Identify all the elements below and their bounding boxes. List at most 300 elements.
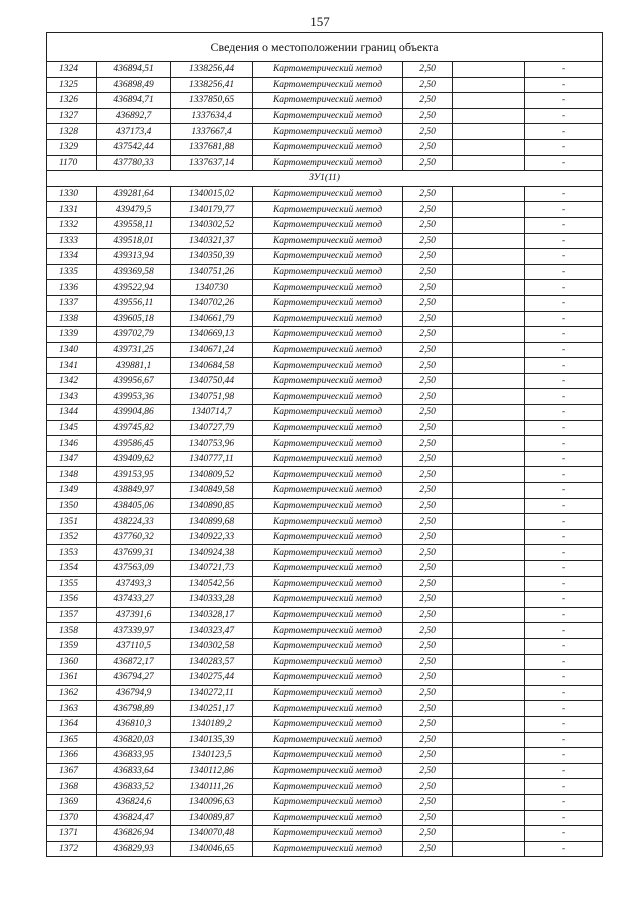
note-cell: -: [525, 623, 603, 639]
method-cell: Картометрический метод: [253, 685, 403, 701]
y-coordinate-cell: 1340321,37: [171, 233, 253, 249]
description-cell: [453, 592, 525, 608]
x-coordinate-cell: 436824,47: [97, 810, 171, 826]
note-cell: -: [525, 233, 603, 249]
x-coordinate-cell: 439522,94: [97, 280, 171, 296]
description-cell: [453, 451, 525, 467]
point-number-cell: 1362: [47, 685, 97, 701]
description-cell: [453, 264, 525, 280]
precision-cell: 2,50: [403, 732, 453, 748]
note-cell: -: [525, 763, 603, 779]
table-row: [47, 358, 603, 374]
precision-cell: 2,50: [403, 529, 453, 545]
method-cell: Картометрический метод: [253, 592, 403, 608]
precision-cell: 2,50: [403, 467, 453, 483]
table-row: [47, 280, 603, 296]
y-coordinate-cell: 1340123,5: [171, 748, 253, 764]
method-cell: Картометрический метод: [253, 514, 403, 530]
description-cell: [453, 77, 525, 93]
note-cell: -: [525, 358, 603, 374]
x-coordinate-cell: 437780,33: [97, 155, 171, 171]
precision-cell: 2,50: [403, 654, 453, 670]
table-row: [47, 685, 603, 701]
y-coordinate-cell: 1340777,11: [171, 451, 253, 467]
note-cell: -: [525, 436, 603, 452]
method-cell: Картометрический метод: [253, 93, 403, 109]
description-cell: [453, 545, 525, 561]
table-row: [47, 779, 603, 795]
note-cell: -: [525, 685, 603, 701]
y-coordinate-cell: 1340350,39: [171, 249, 253, 265]
note-cell: -: [525, 561, 603, 577]
y-coordinate-cell: 1340753,96: [171, 436, 253, 452]
y-coordinate-cell: 1340302,52: [171, 217, 253, 233]
x-coordinate-cell: 439702,79: [97, 327, 171, 343]
note-cell: -: [525, 670, 603, 686]
x-coordinate-cell: 439605,18: [97, 311, 171, 327]
table-row: [47, 716, 603, 732]
description-cell: [453, 436, 525, 452]
note-cell: -: [525, 280, 603, 296]
point-number-cell: 1366: [47, 748, 97, 764]
method-cell: Картометрический метод: [253, 280, 403, 296]
point-number-cell: 1351: [47, 514, 97, 530]
precision-cell: 2,50: [403, 373, 453, 389]
point-number-cell: 1343: [47, 389, 97, 405]
method-cell: Картометрический метод: [253, 327, 403, 343]
x-coordinate-cell: 439518,01: [97, 233, 171, 249]
table-row: [47, 576, 603, 592]
table-row: [47, 545, 603, 561]
x-coordinate-cell: 436826,94: [97, 826, 171, 842]
note-cell: -: [525, 139, 603, 155]
method-cell: Картометрический метод: [253, 638, 403, 654]
point-number-cell: 1354: [47, 561, 97, 577]
x-coordinate-cell: 439881,1: [97, 358, 171, 374]
note-cell: -: [525, 186, 603, 202]
note-cell: -: [525, 327, 603, 343]
note-cell: -: [525, 311, 603, 327]
x-coordinate-cell: 436898,49: [97, 77, 171, 93]
table-row: [47, 826, 603, 842]
y-coordinate-cell: 1337850,65: [171, 93, 253, 109]
method-cell: Картометрический метод: [253, 217, 403, 233]
note-cell: -: [525, 155, 603, 171]
y-coordinate-cell: 1340750,44: [171, 373, 253, 389]
note-cell: -: [525, 748, 603, 764]
y-coordinate-cell: 1340111,26: [171, 779, 253, 795]
precision-cell: 2,50: [403, 826, 453, 842]
y-coordinate-cell: 1340096,63: [171, 794, 253, 810]
y-coordinate-cell: 1340671,24: [171, 342, 253, 358]
precision-cell: 2,50: [403, 358, 453, 374]
note-cell: -: [525, 295, 603, 311]
x-coordinate-cell: 437433,27: [97, 592, 171, 608]
note-cell: -: [525, 451, 603, 467]
point-number-cell: 1357: [47, 607, 97, 623]
method-cell: Картометрический метод: [253, 124, 403, 140]
y-coordinate-cell: 1340089,87: [171, 810, 253, 826]
point-number-cell: 1330: [47, 186, 97, 202]
y-coordinate-cell: 1340323,47: [171, 623, 253, 639]
table-row: [47, 389, 603, 405]
method-cell: Картометрический метод: [253, 654, 403, 670]
note-cell: -: [525, 701, 603, 717]
method-cell: Картометрический метод: [253, 186, 403, 202]
point-number-cell: 1347: [47, 451, 97, 467]
point-number-cell: 1329: [47, 139, 97, 155]
precision-cell: 2,50: [403, 264, 453, 280]
precision-cell: 2,50: [403, 186, 453, 202]
precision-cell: 2,50: [403, 124, 453, 140]
y-coordinate-cell: 1340275,44: [171, 670, 253, 686]
note-cell: -: [525, 124, 603, 140]
description-cell: [453, 467, 525, 483]
y-coordinate-cell: 1340112,86: [171, 763, 253, 779]
note-cell: -: [525, 716, 603, 732]
note-cell: -: [525, 77, 603, 93]
x-coordinate-cell: 436894,71: [97, 93, 171, 109]
table-row: [47, 451, 603, 467]
point-number-cell: 1364: [47, 716, 97, 732]
description-cell: [453, 311, 525, 327]
method-cell: Картометрический метод: [253, 545, 403, 561]
note-cell: -: [525, 654, 603, 670]
point-number-cell: 1358: [47, 623, 97, 639]
description-cell: [453, 295, 525, 311]
note-cell: -: [525, 514, 603, 530]
point-number-cell: 1331: [47, 202, 97, 218]
y-coordinate-cell: 1338256,41: [171, 77, 253, 93]
note-cell: -: [525, 529, 603, 545]
x-coordinate-cell: 437339,97: [97, 623, 171, 639]
precision-cell: 2,50: [403, 701, 453, 717]
precision-cell: 2,50: [403, 748, 453, 764]
table-row: [47, 295, 603, 311]
precision-cell: 2,50: [403, 62, 453, 78]
table-row: [47, 529, 603, 545]
table-row: [47, 249, 603, 265]
x-coordinate-cell: 436810,3: [97, 716, 171, 732]
note-cell: -: [525, 545, 603, 561]
description-cell: [453, 93, 525, 109]
x-coordinate-cell: 439281,64: [97, 186, 171, 202]
description-cell: [453, 483, 525, 499]
table-row: [47, 202, 603, 218]
precision-cell: 2,50: [403, 623, 453, 639]
x-coordinate-cell: 436829,93: [97, 841, 171, 857]
description-cell: [453, 810, 525, 826]
precision-cell: 2,50: [403, 108, 453, 124]
y-coordinate-cell: 1340669,13: [171, 327, 253, 343]
point-number-cell: 1372: [47, 841, 97, 857]
point-number-cell: 1360: [47, 654, 97, 670]
method-cell: Картометрический метод: [253, 732, 403, 748]
method-cell: Картометрический метод: [253, 155, 403, 171]
y-coordinate-cell: 1340661,79: [171, 311, 253, 327]
table-row: [47, 561, 603, 577]
y-coordinate-cell: 1340702,26: [171, 295, 253, 311]
method-cell: Картометрический метод: [253, 623, 403, 639]
description-cell: [453, 155, 525, 171]
point-number-cell: 1332: [47, 217, 97, 233]
table-row: [47, 264, 603, 280]
y-coordinate-cell: 1338256,44: [171, 62, 253, 78]
x-coordinate-cell: 436894,51: [97, 62, 171, 78]
description-cell: [453, 233, 525, 249]
description-cell: [453, 841, 525, 857]
description-cell: [453, 794, 525, 810]
precision-cell: 2,50: [403, 217, 453, 233]
x-coordinate-cell: 439586,45: [97, 436, 171, 452]
y-coordinate-cell: 1340849,58: [171, 483, 253, 499]
x-coordinate-cell: 439956,67: [97, 373, 171, 389]
point-number-cell: 1334: [47, 249, 97, 265]
y-coordinate-cell: 1340328,17: [171, 607, 253, 623]
boundary-coordinates-table: [46, 32, 603, 857]
table-row: [47, 77, 603, 93]
method-cell: Картометрический метод: [253, 841, 403, 857]
description-cell: [453, 217, 525, 233]
note-cell: -: [525, 483, 603, 499]
table-row: [47, 732, 603, 748]
point-number-cell: 1326: [47, 93, 97, 109]
x-coordinate-cell: 439904,86: [97, 405, 171, 421]
method-cell: Картометрический метод: [253, 405, 403, 421]
x-coordinate-cell: 437699,31: [97, 545, 171, 561]
y-coordinate-cell: 1340302,58: [171, 638, 253, 654]
y-coordinate-cell: 1340015,02: [171, 186, 253, 202]
precision-cell: 2,50: [403, 779, 453, 795]
description-cell: [453, 327, 525, 343]
x-coordinate-cell: 436872,17: [97, 654, 171, 670]
point-number-cell: 1346: [47, 436, 97, 452]
point-number-cell: 1369: [47, 794, 97, 810]
table-row: [47, 763, 603, 779]
y-coordinate-cell: 1340189,2: [171, 716, 253, 732]
precision-cell: 2,50: [403, 810, 453, 826]
note-cell: -: [525, 264, 603, 280]
description-cell: [453, 607, 525, 623]
x-coordinate-cell: 439313,94: [97, 249, 171, 265]
precision-cell: 2,50: [403, 249, 453, 265]
description-cell: [453, 748, 525, 764]
x-coordinate-cell: 437110,5: [97, 638, 171, 654]
y-coordinate-cell: 1340751,98: [171, 389, 253, 405]
table-row: [47, 311, 603, 327]
precision-cell: 2,50: [403, 295, 453, 311]
point-number-cell: 1324: [47, 62, 97, 78]
note-cell: -: [525, 841, 603, 857]
x-coordinate-cell: 436892,7: [97, 108, 171, 124]
point-number-cell: 1325: [47, 77, 97, 93]
note-cell: -: [525, 373, 603, 389]
x-coordinate-cell: 437760,32: [97, 529, 171, 545]
note-cell: -: [525, 826, 603, 842]
precision-cell: 2,50: [403, 202, 453, 218]
method-cell: Картометрический метод: [253, 451, 403, 467]
method-cell: Картометрический метод: [253, 139, 403, 155]
point-number-cell: 1341: [47, 358, 97, 374]
note-cell: -: [525, 342, 603, 358]
method-cell: Картометрический метод: [253, 77, 403, 93]
point-number-cell: 1359: [47, 638, 97, 654]
point-number-cell: 1336: [47, 280, 97, 296]
method-cell: Картометрический метод: [253, 249, 403, 265]
table-row: [47, 217, 603, 233]
point-number-cell: 1370: [47, 810, 97, 826]
note-cell: -: [525, 249, 603, 265]
description-cell: [453, 623, 525, 639]
table-row: [47, 638, 603, 654]
table-row: [47, 62, 603, 78]
y-coordinate-cell: 1340135,39: [171, 732, 253, 748]
description-cell: [453, 498, 525, 514]
point-number-cell: 1371: [47, 826, 97, 842]
y-coordinate-cell: 1337667,4: [171, 124, 253, 140]
y-coordinate-cell: 1340721,73: [171, 561, 253, 577]
point-number-cell: 1338: [47, 311, 97, 327]
note-cell: -: [525, 467, 603, 483]
x-coordinate-cell: 436824,6: [97, 794, 171, 810]
x-coordinate-cell: 439556,11: [97, 295, 171, 311]
table-row: [47, 592, 603, 608]
y-coordinate-cell: 1340730: [171, 280, 253, 296]
table-title: Сведения о местоположении границ объекта: [47, 33, 603, 62]
y-coordinate-cell: 1340899,68: [171, 514, 253, 530]
y-coordinate-cell: 1340283,57: [171, 654, 253, 670]
method-cell: Картометрический метод: [253, 108, 403, 124]
description-cell: [453, 405, 525, 421]
method-cell: Картометрический метод: [253, 607, 403, 623]
y-coordinate-cell: 1340809,52: [171, 467, 253, 483]
method-cell: Картометрический метод: [253, 342, 403, 358]
x-coordinate-cell: 436833,95: [97, 748, 171, 764]
x-coordinate-cell: 439369,58: [97, 264, 171, 280]
description-cell: [453, 670, 525, 686]
x-coordinate-cell: 439953,36: [97, 389, 171, 405]
precision-cell: 2,50: [403, 483, 453, 499]
method-cell: Картометрический метод: [253, 264, 403, 280]
description-cell: [453, 529, 525, 545]
x-coordinate-cell: 439153,95: [97, 467, 171, 483]
table-row: [47, 623, 603, 639]
precision-cell: 2,50: [403, 139, 453, 155]
note-cell: -: [525, 810, 603, 826]
description-cell: [453, 186, 525, 202]
point-number-cell: 1335: [47, 264, 97, 280]
y-coordinate-cell: 1340714,7: [171, 405, 253, 421]
method-cell: Картометрический метод: [253, 576, 403, 592]
point-number-cell: 1333: [47, 233, 97, 249]
description-cell: [453, 389, 525, 405]
method-cell: Картометрический метод: [253, 529, 403, 545]
method-cell: Картометрический метод: [253, 295, 403, 311]
table-row: [47, 155, 603, 171]
method-cell: Картометрический метод: [253, 311, 403, 327]
point-number-cell: 1352: [47, 529, 97, 545]
point-number-cell: 1367: [47, 763, 97, 779]
note-cell: -: [525, 498, 603, 514]
precision-cell: 2,50: [403, 763, 453, 779]
x-coordinate-cell: 436833,52: [97, 779, 171, 795]
method-cell: Картометрический метод: [253, 763, 403, 779]
point-number-cell: 1356: [47, 592, 97, 608]
description-cell: [453, 576, 525, 592]
description-cell: [453, 732, 525, 748]
table-title-row: [47, 33, 603, 62]
table-row: [47, 373, 603, 389]
description-cell: [453, 514, 525, 530]
y-coordinate-cell: 1340890,85: [171, 498, 253, 514]
precision-cell: 2,50: [403, 451, 453, 467]
precision-cell: 2,50: [403, 280, 453, 296]
method-cell: Картометрический метод: [253, 779, 403, 795]
point-number-cell: 1349: [47, 483, 97, 499]
x-coordinate-cell: 436833,64: [97, 763, 171, 779]
description-cell: [453, 654, 525, 670]
description-cell: [453, 716, 525, 732]
method-cell: Картометрический метод: [253, 826, 403, 842]
method-cell: Картометрический метод: [253, 794, 403, 810]
precision-cell: 2,50: [403, 716, 453, 732]
x-coordinate-cell: 436794,9: [97, 685, 171, 701]
description-cell: [453, 358, 525, 374]
note-cell: -: [525, 217, 603, 233]
table-row: [47, 342, 603, 358]
precision-cell: 2,50: [403, 405, 453, 421]
method-cell: Картометрический метод: [253, 701, 403, 717]
method-cell: Картометрический метод: [253, 498, 403, 514]
section-header-row: [47, 171, 603, 187]
description-cell: [453, 420, 525, 436]
table-row: [47, 108, 603, 124]
x-coordinate-cell: 438224,33: [97, 514, 171, 530]
y-coordinate-cell: 1340922,33: [171, 529, 253, 545]
precision-cell: 2,50: [403, 233, 453, 249]
table-row: [47, 93, 603, 109]
y-coordinate-cell: 1337681,88: [171, 139, 253, 155]
note-cell: -: [525, 576, 603, 592]
point-number-cell: 1342: [47, 373, 97, 389]
description-cell: [453, 826, 525, 842]
precision-cell: 2,50: [403, 561, 453, 577]
table-row: [47, 810, 603, 826]
method-cell: Картометрический метод: [253, 716, 403, 732]
table-row: [47, 841, 603, 857]
precision-cell: 2,50: [403, 545, 453, 561]
description-cell: [453, 62, 525, 78]
method-cell: Картометрический метод: [253, 202, 403, 218]
note-cell: -: [525, 592, 603, 608]
method-cell: Картометрический метод: [253, 483, 403, 499]
x-coordinate-cell: 439731,25: [97, 342, 171, 358]
description-cell: [453, 561, 525, 577]
note-cell: -: [525, 607, 603, 623]
method-cell: Картометрический метод: [253, 748, 403, 764]
table-row: [47, 483, 603, 499]
table-row: [47, 186, 603, 202]
precision-cell: 2,50: [403, 841, 453, 857]
description-cell: [453, 342, 525, 358]
note-cell: -: [525, 202, 603, 218]
precision-cell: 2,50: [403, 638, 453, 654]
precision-cell: 2,50: [403, 436, 453, 452]
table-row: [47, 701, 603, 717]
note-cell: -: [525, 93, 603, 109]
table-row: [47, 436, 603, 452]
x-coordinate-cell: 438405,06: [97, 498, 171, 514]
